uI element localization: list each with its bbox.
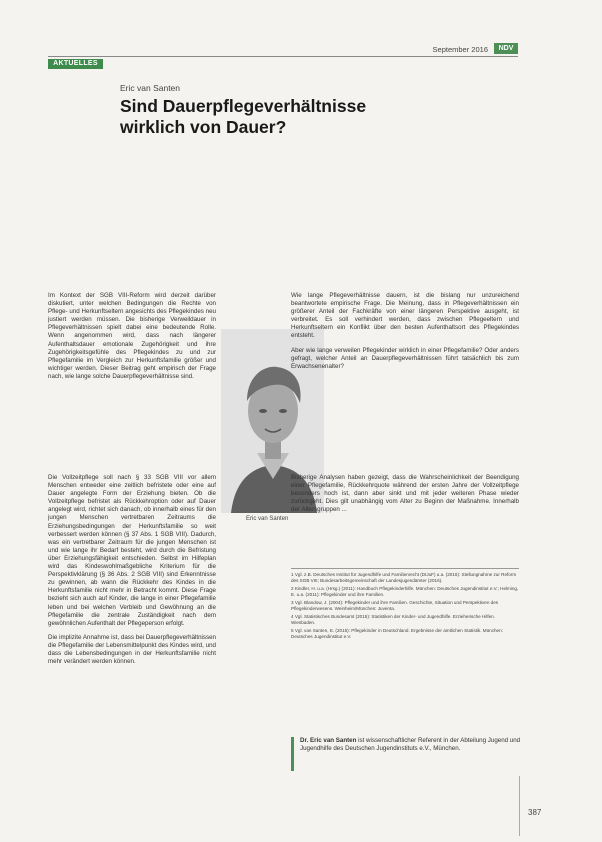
page-number-rule: [519, 776, 520, 836]
column-1-top: [48, 292, 216, 470]
column-2-bottom: [291, 474, 519, 562]
journal-badge: NDV: [494, 43, 518, 54]
bio-text: ist wissenschaftlicher Referent in der Abteilung Jugend und Jugendhilfe des Deutschen Jugendinstituts e.V., München.: [300, 737, 521, 752]
footnote: 3 Vgl. Blandow, J. (2004): Pflegekinder und ihre Familien. Geschichte, Situation und Perspektiven des Pflegekinderwesens. Weinheim/München: Juventa.: [291, 600, 499, 611]
photo-caption: Eric van Santen: [246, 516, 289, 522]
section-label: AKTUELLES: [48, 59, 103, 69]
body-paragraph: Die implizite Annahme ist, dass bei Dauerpflegeverhältnissen die Pflegefamilie der Lebensmittelpunkt des Kindes wird, und dass die Lebensbedingungen in der Herkunftsfamilie nicht mehr verändert werden können.: [48, 633, 216, 666]
column-1-bottom: [48, 474, 216, 734]
bio-name: Dr. Eric van Santen: [300, 737, 357, 744]
page-number: 387: [528, 808, 542, 817]
footnote: 4 Vgl. Statistisches Bundesamt (2015): Statistiken der Kinder- und Jugendhilfe. Erzieherische Hilfen. Wiesbaden.: [291, 614, 496, 625]
footnote: 1 Vgl. z.B. Deutsches Institut für Jugendhilfe und Familienrecht (DIJuF) u.a. (2016): Stellungnahme zur Reform des SGB VIII; Bundesarbeitsgemeinschaft der Landesjugendämter (2016).: [291, 572, 517, 583]
body-paragraph: Die Vollzeitpflege soll nach § 33 SGB VIII vor allem Menschen entweder eine zeitlich befristete oder eine auf Dauer angelegte Form der Erziehung bieten. Ob die Vollzeitpflege befristet als Rückkehroption oder auf Dauer angelegt wird, richtet sich danach, ob innerhalb eines für den jungen Menschen vertretbaren Zeitraums die Erziehungsbedingungen der Herkunftsfamilie so weit verbessert werden können (§ 37 Abs. 1 SGB VIII). Dadurch, was ein vertretbarer Zeitraum für die jungen Menschen ist und wie lange ihr Bedarf besteht, wird durch die Befristung über Erziehungsfähigkeit entschieden. Selbst im Hilfeplan wird das Kindeswohlmaßgebliche Kriterium für die Perspektivklärung (§ 36 Abs. 2 SGB VIII) sind Erkenntnisse zu gewinnen, ab wann die Rückkehr des Kindes in die Herkunftsfamilie nicht mehr in Betracht kommt. Diese Frage bezieht sich auch auf Kinder, die lange in einer Pflegefamilie leben und bei welchen Verbleib und Gewöhnung an die Pflegefamilie die zentrale Zuständigkeit nach dem gewöhnlichen Aufenthalt der Pflegeperson erfolgt.: [48, 474, 216, 627]
header-rule: [48, 56, 518, 57]
footnotes: [291, 568, 519, 642]
footnote: 5 Vgl. van Santen, E. (2015): Pflegekinder in Deutschland. Ergebnisse der amtlichen Statistik. München: Deutsches Jugendinstitut e.V.: [291, 628, 503, 639]
body-paragraph: Aber wie lange verweilen Pflegekinder wirklich in einer Pflegefamilie? Oder anders gefragt, welcher Anteil an Dauerpflegeverhältnissen führt tatsächlich bis zum Erwachsenenalter?: [291, 346, 519, 370]
author-bio: [291, 737, 528, 771]
article-author: Eric van Santen: [120, 83, 181, 93]
issue-date: September 2016: [432, 45, 488, 54]
footnote: 2 Kindler, H. u.a. (Hrsg.) (2011): Handbuch Pflegekinderhilfe. München: Deutsches Jugendinstitut e.V.; Helming, E. u.a. (2011): Pflegekinder und ihre Familien.: [291, 586, 519, 597]
body-paragraph: Im Kontext der SGB VIII-Reform wird derzeit darüber diskutiert, unter welchen Bedingungen die Rechte von Pflege- und Herkunftseltern angesichts des Pflegekindes neu justiert werden müssen. Die bisherige Verweildauer in Pflegeverhältnissen spielt dabei eine bedeutende Rolle. Wenn angenommen wird, dass nach längerer Aufenthaltsdauer emotionale Zugehörigkeit und ihre Zugehörigkeitsgefühle des Pflegekindes zu und zur Pflegefamilie im Vergleich zur Herkunftsfamilie größer und wichtiger werden. Dieser Beitrag geht empirisch der Frage nach, wie lange solche Dauerpflegeverhältnisse sind.: [48, 292, 216, 380]
column-2-top: [291, 292, 519, 468]
body-paragraph: Bisherige Analysen haben gezeigt, dass die Wahrscheinlichkeit der Beendigung einer Pflegefamilie, Rückkehrquote während der ersten Jahre der Vollzeitpflege besonders hoch ist, dann aber sinkt und mit jeder weiteren Phase wieder zurückgeht. Dies gilt unabhängig vom Alter zu Beginn der Maßnahme. Innerhalb der Altersgruppen ...: [291, 474, 519, 514]
article-title: Sind Dauerpflegeverhältnisse wirklich von Dauer?: [120, 96, 367, 137]
body-paragraph: Wie lange Pflegeverhältnisse dauern, ist die bislang nur unzureichend beantwortete empirische Frage. Die Meinung, dass in Pflegeverhältnissen ein größerer Anteil der Fachkräfte von einer längeren Perspektive ausgeht, ist verbreitet. Es soll verhindert werden, dass zwischen Pflegeeltern und Herkunftseltern ein Konflikt über den besten Aufenthaltsort des Pflegekindes entsteht.: [291, 292, 519, 340]
